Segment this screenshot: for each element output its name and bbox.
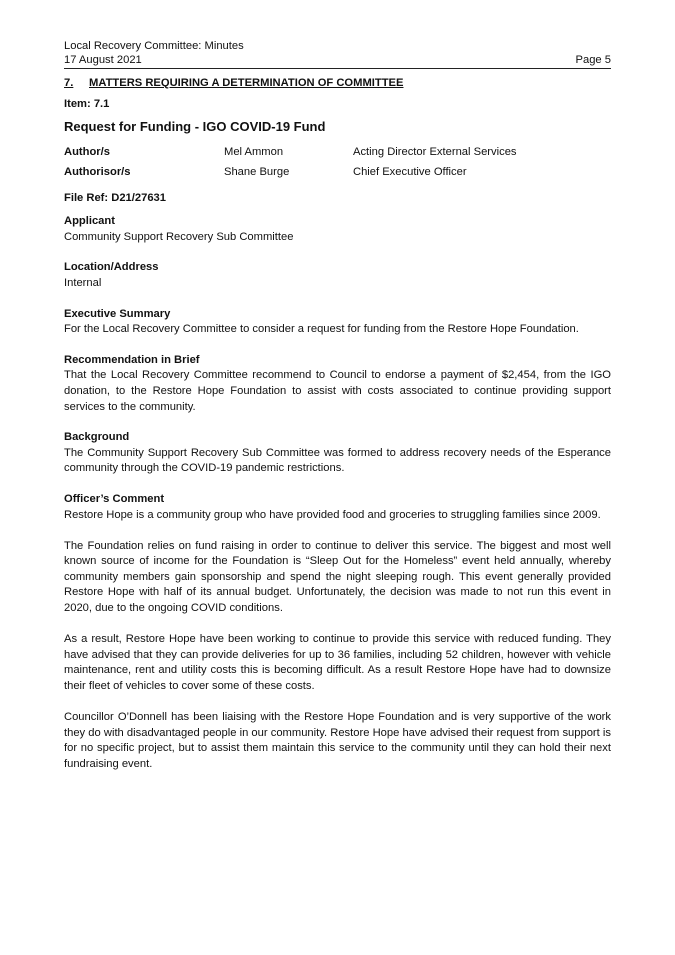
item-title: Request for Funding - IGO COVID-19 Fund xyxy=(64,118,326,134)
page-header xyxy=(64,40,611,69)
item-number: Item: 7.1 xyxy=(64,98,110,110)
authorisor-row xyxy=(64,165,611,185)
officers-comment-block xyxy=(64,492,611,772)
applicant-text: Community Support Recovery Sub Committee xyxy=(64,230,294,243)
background-heading: Background xyxy=(64,431,130,444)
document-page xyxy=(64,40,611,788)
file-reference: File Ref: D21/27631 xyxy=(64,191,166,204)
recommendation-heading: Recommendation in Brief xyxy=(64,353,200,366)
section-title: MATTERS REQUIRING A DETERMINATION OF COMMITTEE xyxy=(89,77,404,89)
author-role: Author/s xyxy=(64,145,110,158)
author-row xyxy=(64,145,611,165)
recommendation-text: That the Local Recovery Committee recommend to Council to endorse a payment of $2,454, from the IGO donation, to the Restore Hope Foundation to assist with costs associated to continue providing support services to the community. xyxy=(64,369,611,413)
location-block xyxy=(64,260,611,291)
officers-comment-paragraph: The Foundation relies on fund raising in order to continue to deliver this service. The biggest and most well known source of income for the Foundation is “Sleep Out for the Homeless” event held annually, whereby community members gain sponsorship and spend the night sleeping rough. This event generally provided Restore Hope with half of its annual budget. Unfortunately, the decision was made to not run this event in 2020, due to the ongoing COVID conditions. xyxy=(64,539,611,614)
authorisor-role: Authorisor/s xyxy=(64,165,131,178)
recommendation-block xyxy=(64,353,611,415)
author-name: Mel Ammon xyxy=(224,145,284,158)
background-text: The Community Support Recovery Sub Committee was formed to address recovery needs of the Esperance community through the COVID-19 pandemic restrictions. xyxy=(64,446,611,475)
officers-comment-heading: Officer’s Comment xyxy=(64,492,165,505)
author-table xyxy=(64,145,611,185)
officers-comment-paragraph: Councillor O’Donnell has been liaising with the Restore Hope Foundation and is very supportive of the work they do with disadvantaged people in our community. Restore Hope have advised their request from support is for no specific project, but to assist them maintain this service to the community until they can hold their next fundraising event. xyxy=(64,710,611,770)
location-text: Internal xyxy=(64,276,102,289)
authorisor-position: Chief Executive Officer xyxy=(353,165,467,178)
location-heading: Location/Address xyxy=(64,261,159,274)
authorisor-name: Shane Burge xyxy=(224,165,290,178)
document-title: Local Recovery Committee: Minutes xyxy=(64,40,244,52)
background-block xyxy=(64,430,611,477)
applicant-block xyxy=(64,214,611,245)
executive-summary-block xyxy=(64,307,611,338)
meeting-date: 17 August 2021 xyxy=(64,53,142,66)
section-number: 7. xyxy=(64,77,74,89)
page-number: Page 5 xyxy=(575,53,611,66)
author-position: Acting Director External Services xyxy=(353,145,517,158)
executive-summary-text: For the Local Recovery Committee to consider a request for funding from the Restore Hope Foundation. xyxy=(64,323,579,336)
officers-comment-paragraph: Restore Hope is a community group who have provided food and groceries to struggling families since 2009. xyxy=(64,508,601,521)
officers-comment-paragraph: As a result, Restore Hope have been working to continue to provide this service with reduced funding. They have advised that they can provide deliveries for up to 36 families, including 52 children, however with vehicle maintenance, rent and utility costs this is becoming difficult. As a result Restore Hope have had to downsize their fleet of vehicles to cover some of these costs. xyxy=(64,633,611,692)
executive-summary-heading: Executive Summary xyxy=(64,307,171,320)
applicant-heading: Applicant xyxy=(64,215,115,228)
section-heading xyxy=(64,76,611,90)
